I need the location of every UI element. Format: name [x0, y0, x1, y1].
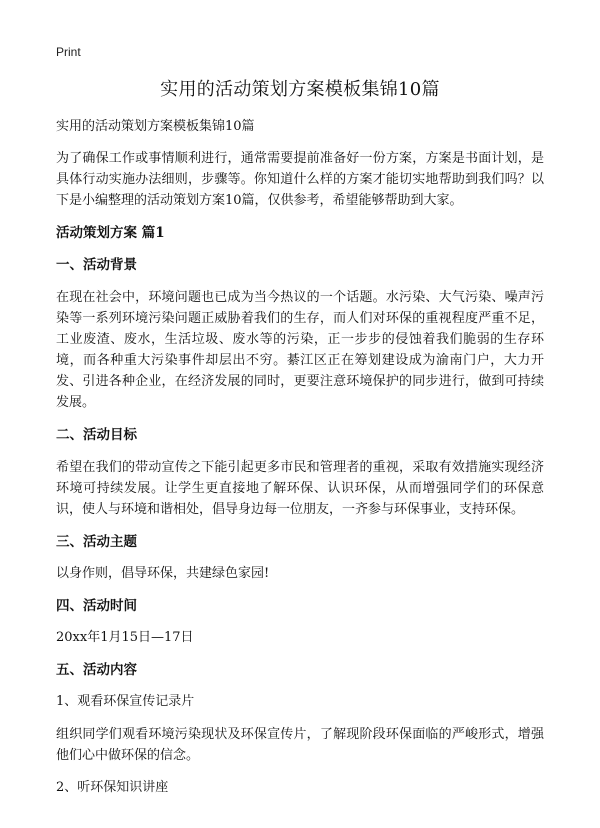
content-item-1: 1、观看环保宣传记录片 [56, 694, 195, 709]
print-label: Print [56, 45, 81, 59]
content-item-1-paragraph: 组织同学们观看环境污染现状及环保宣传片，了解现阶段环保面临的严峻形式，增强他们心中做环保的信念。 [56, 727, 544, 763]
background-heading: 一、活动背景 [56, 257, 137, 273]
theme-text: 以身作则，倡导环保，共建绿色家园! [56, 566, 270, 581]
theme-heading: 三、活动主题 [56, 534, 137, 550]
document-title: 实用的活动策划方案模板集锦10篇 [160, 79, 440, 100]
background-paragraph: 在现在社会中，环境问题也已成为当今热议的一个话题。水污染、大气污染、噪声污染等一系列环境污染问题正威胁着我们的生存，而人们对环保的重视程度严重不足，工业废渣、废水，生活垃圾、废水等的污染，正一步步的侵蚀着我们脆弱的生存环境，而各种重大污染事件却层出不穷。綦江区正在筹划建设成为渝南门户，大力开发、引进各种企业，在经济发展的同时，更要注意环境保护的同步进行，做到可持续发展。 [56, 290, 544, 410]
time-text: 20xx年1月15日—17日 [56, 630, 194, 645]
time-heading: 四、活动时间 [56, 598, 137, 614]
document-subtitle: 实用的活动策划方案模板集锦10篇 [56, 119, 255, 134]
content-heading: 五、活动内容 [56, 662, 137, 678]
goal-paragraph: 希望在我们的带动宣传之下能引起更多市民和管理者的重视，采取有效措施实现经济环境可持续发展。让学生更直接地了解环保、认识环保，从而增强同学们的环保意识，使人与环境和谐相处，倡导身边每一位朋友，一齐参与环保事业，支持环保。 [56, 460, 544, 517]
intro-paragraph: 为了确保工作或事情顺利进行，通常需要提前准备好一份方案，方案是书面计划，是具体行动实施办法细则，步骤等。你知道什么样的方案才能切实地帮助到我们吗？以下是小编整理的活动策划方案10篇，仅供参考，希望能够帮助到大家。 [56, 151, 544, 208]
goal-heading: 二、活动目标 [56, 427, 137, 443]
content-item-2: 2、听环保知识讲座 [56, 780, 169, 795]
section-title: 活动策划方案 篇1 [56, 225, 165, 241]
